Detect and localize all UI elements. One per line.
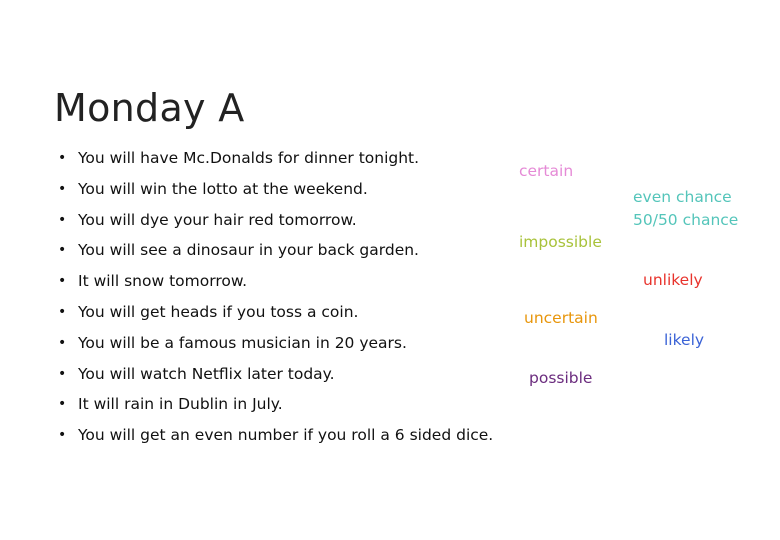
bullet-icon: • (58, 396, 67, 413)
statement-list (58, 145, 493, 453)
word-possible: possible (529, 369, 593, 387)
slide-title: Monday A (54, 86, 245, 130)
list-item (58, 422, 493, 453)
bullet-icon: • (58, 303, 67, 320)
list-item (58, 330, 493, 361)
statement-text: You will see a dinosaur in your back garden. (78, 241, 419, 260)
list-item (58, 237, 493, 268)
statement-text: You will get heads if you toss a coin. (78, 302, 359, 321)
list-item (58, 391, 493, 422)
list-item (58, 299, 493, 330)
statement-text: You will get an even number if you roll a 6 sided dice. (78, 426, 494, 445)
word-even-chance: even chance (633, 188, 732, 206)
list-item (58, 145, 493, 176)
bullet-icon: • (58, 211, 67, 228)
bullet-icon: • (58, 273, 67, 290)
statement-text: It will rain in Dublin in July. (78, 395, 283, 414)
statement-text: It will snow tomorrow. (78, 272, 248, 291)
list-item (58, 268, 493, 299)
statement-text: You will win the lotto at the weekend. (78, 179, 368, 198)
statement-text: You will have Mc.Donalds for dinner tonight. (78, 149, 420, 167)
bullet-icon: • (58, 180, 67, 197)
bullet-icon: • (58, 150, 67, 166)
word-likely: likely (664, 331, 705, 349)
list-item (58, 207, 493, 238)
bullet-icon: • (58, 242, 67, 259)
word-uncertain: uncertain (524, 309, 598, 327)
word-unlikely: unlikely (643, 271, 703, 289)
statement-text: You will watch Netflix later today. (78, 364, 335, 383)
statement-text: You will be a famous musician in 20 years. (78, 333, 407, 352)
bullet-icon: • (58, 334, 67, 351)
word-50-50-chance: 50/50 chance (633, 211, 739, 229)
list-item (58, 176, 493, 207)
word-certain: certain (519, 162, 574, 180)
word-impossible: impossible (519, 233, 602, 251)
bullet-icon: • (58, 427, 67, 444)
bullet-icon: • (58, 365, 67, 382)
statement-text: You will dye your hair red tomorrow. (78, 210, 357, 229)
list-item (58, 361, 493, 392)
